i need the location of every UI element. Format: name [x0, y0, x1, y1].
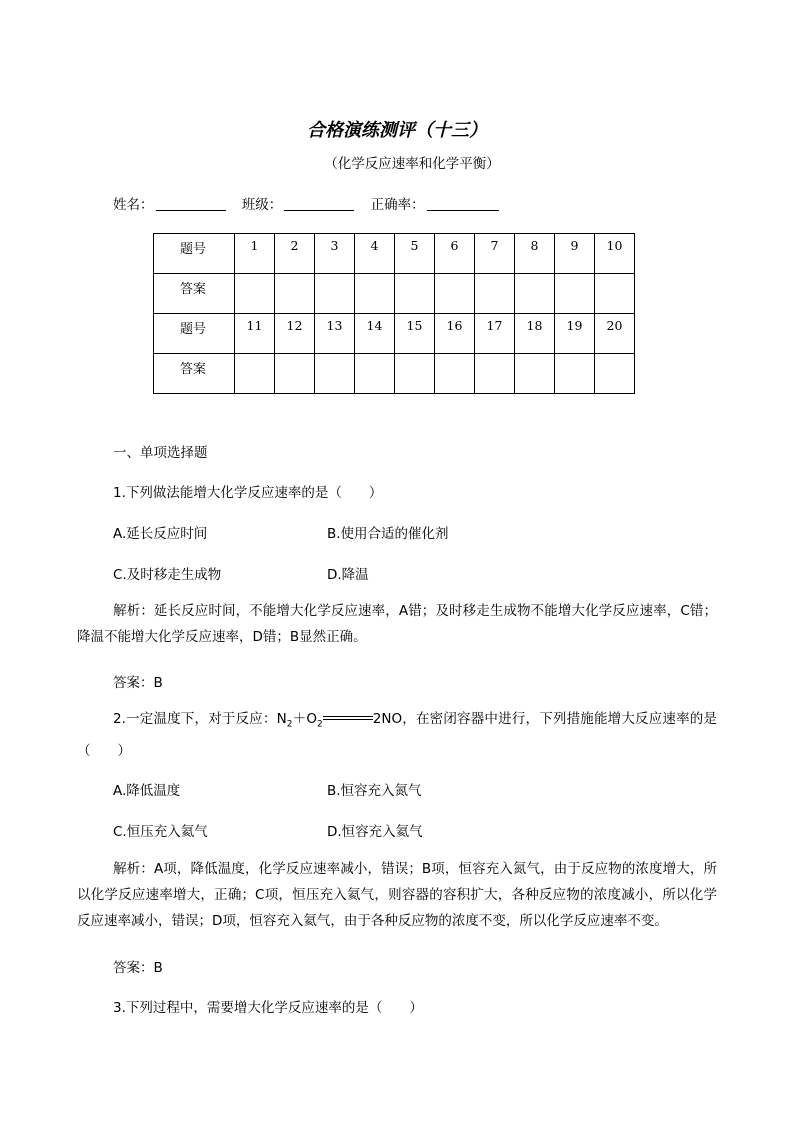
subscript: 2 — [286, 719, 293, 730]
number-cell: 19 — [555, 314, 595, 354]
student-info-row — [113, 193, 511, 213]
q2-option-d: D.恒容充入氦气 — [327, 824, 423, 840]
page-subtitle: （化学反应速率和化学平衡） — [324, 156, 500, 172]
number-cell: 5 — [395, 234, 435, 274]
number-cell: 16 — [435, 314, 475, 354]
number-cell: 8 — [515, 234, 555, 274]
number-cell: 10 — [595, 234, 635, 274]
answer-cell[interactable] — [475, 354, 515, 394]
row-label-number: 题号 — [154, 314, 235, 354]
q2-option-b: B.恒容充入氮气 — [327, 783, 422, 799]
accuracy-label: 正确率： — [370, 197, 425, 213]
name-blank — [156, 196, 226, 211]
answer-cell[interactable] — [395, 274, 435, 314]
q2-stem-plus: ＋O — [292, 711, 318, 727]
number-cell: 17 — [475, 314, 515, 354]
row-label-answer: 答案 — [154, 274, 235, 314]
q2-stem — [77, 706, 717, 764]
q1-analysis — [77, 598, 717, 650]
q3-stem: 3.下列过程中，需要增大化学反应速率的是（ ） — [113, 1000, 423, 1016]
answer-cell[interactable] — [555, 354, 595, 394]
answer-cell[interactable] — [275, 354, 315, 394]
q2-analysis-text: 解析：A项，降低温度，化学反应速率减小，错误；B项，恒容充入氮气，由于反应物的浓度增大，所以化学反应速率增大，正确；C项，恒压充入氦气，则容器的容积扩大，各种反应物的浓度减小，所以化学反应速率减小，错误；D项，恒容充入氦气，由于各种反应物的浓度不变，所以化学反应速率不变。 — [77, 861, 717, 929]
class-blank — [284, 196, 354, 211]
table-row-numbers-1 — [154, 234, 635, 274]
class-label: 班级： — [241, 197, 283, 213]
number-cell: 4 — [355, 234, 395, 274]
answer-table — [153, 233, 635, 394]
table-row-answers-1 — [154, 274, 635, 314]
answer-cell[interactable] — [355, 354, 395, 394]
name-label: 姓名： — [113, 197, 154, 213]
answer-cell[interactable] — [515, 354, 555, 394]
q2-stem-post: ，在密闭容器中进行，下列措施能增大反应速率的是（ ） — [77, 711, 717, 759]
number-cell: 1 — [235, 234, 275, 274]
q1-option-b: B.使用合适的催化剂 — [327, 526, 449, 542]
answer-cell[interactable] — [235, 274, 275, 314]
number-cell: 2 — [275, 234, 315, 274]
q1-analysis-text: 解析：延长反应时间，不能增大化学反应速率，A错；及时移走生成物不能增大化学反应速率，C错；降温不能增大化学反应速率，D错；B显然正确。 — [77, 603, 717, 645]
accuracy-blank — [427, 196, 499, 211]
number-cell: 9 — [555, 234, 595, 274]
number-cell: 15 — [395, 314, 435, 354]
subscript: 2 — [317, 719, 323, 730]
number-cell: 18 — [515, 314, 555, 354]
answer-cell[interactable] — [435, 354, 475, 394]
q2-option-a: A.降低温度 — [113, 783, 181, 799]
answer-cell[interactable] — [475, 274, 515, 314]
number-cell: 12 — [275, 314, 315, 354]
row-label-answer: 答案 — [154, 354, 235, 394]
q1-option-a: A.延长反应时间 — [113, 526, 208, 542]
answer-cell[interactable] — [395, 354, 435, 394]
answer-cell[interactable] — [435, 274, 475, 314]
q1-option-c: C.及时移走生成物 — [113, 567, 222, 583]
table-row-answers-2 — [154, 354, 635, 394]
answer-cell[interactable] — [235, 354, 275, 394]
number-cell: 3 — [315, 234, 355, 274]
q2-stem-pre: 2.一定温度下，对于反应：N — [113, 711, 287, 727]
row-label-number: 题号 — [154, 234, 235, 274]
answer-cell[interactable] — [315, 274, 355, 314]
number-cell: 20 — [595, 314, 635, 354]
number-cell: 13 — [315, 314, 355, 354]
table-row-numbers-2 — [154, 314, 635, 354]
section-heading: 一、单项选择题 — [113, 445, 208, 461]
q2-answer: 答案：B — [113, 960, 163, 976]
number-cell: 6 — [435, 234, 475, 274]
q1-stem: 1.下列做法能增大化学反应速率的是（ ） — [113, 485, 383, 501]
answer-cell[interactable] — [315, 354, 355, 394]
answer-cell[interactable] — [275, 274, 315, 314]
q2-product: 2NO — [372, 711, 403, 727]
q1-answer: 答案：B — [113, 675, 163, 691]
answer-cell[interactable] — [595, 354, 635, 394]
answer-cell[interactable] — [595, 274, 635, 314]
equilibrium-arrow-icon — [323, 713, 373, 723]
number-cell: 7 — [475, 234, 515, 274]
q2-option-c: C.恒压充入氦气 — [113, 824, 208, 840]
number-cell: 11 — [235, 314, 275, 354]
page-title: 合格演练测评（十三） — [307, 120, 487, 141]
number-cell: 14 — [355, 314, 395, 354]
q1-option-d: D.降温 — [327, 567, 369, 583]
answer-cell[interactable] — [355, 274, 395, 314]
answer-cell[interactable] — [555, 274, 595, 314]
answer-cell[interactable] — [515, 274, 555, 314]
q2-analysis — [77, 856, 717, 934]
